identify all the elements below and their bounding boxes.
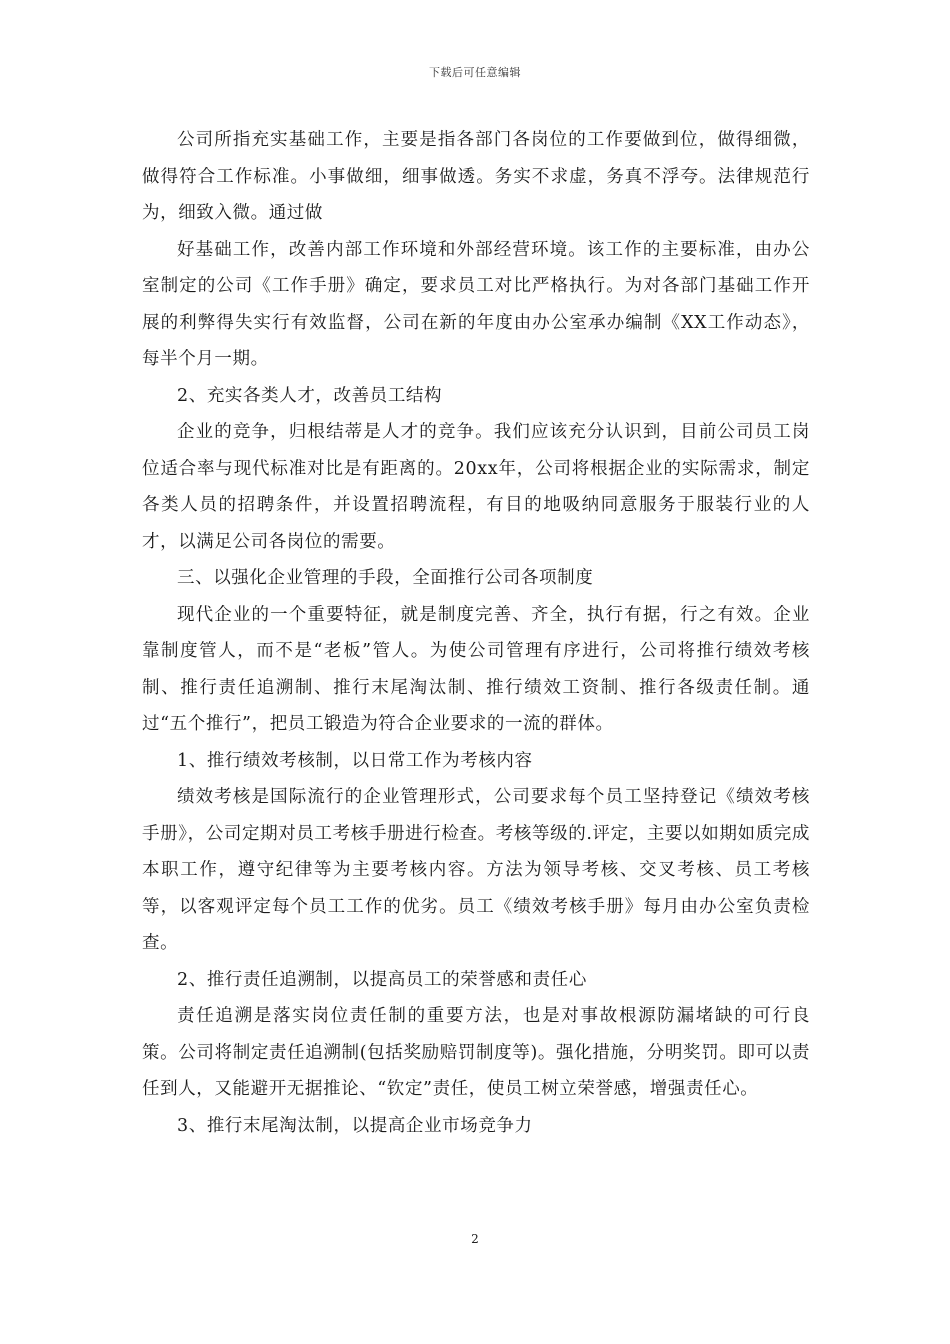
paragraph: 现代企业的一个重要特征，就是制度完善、齐全，执行有据，行之有效。企业靠制度管人，而不是“老板”管人。为使公司管理有序进行，公司将推行绩效考核制、推行责任追溯制、推行末尾淘汰制、推行绩效工资制、推行各级责任制。通过“五个推行”，把员工锻造为符合企业要求的一流的群体。 [142,604,810,734]
section-heading: 2、推行责任追溯制，以提高员工的荣誉感和责任心 [177,969,587,990]
paragraph: 企业的竞争，归根结蒂是人才的竞争。我们应该充分认识到，目前公司员工岗位适合率与现代标准对比是有距离的。20xx年，公司将根据企业的实际需求，制定各类人员的招聘条件，并设置招聘流程，有目的地吸纳同意服务于服装行业的人才，以满足公司各岗位的需要。 [142,422,810,552]
paragraph: 公司所指充实基础工作，主要是指各部门各岗位的工作要做到位，做得细微，做得符合工作标准。小事做细，细事做透。务实不求虚，务真不浮夸。法律规范行为，细致入微。通过做 [142,130,810,223]
section-heading: 三、以强化企业管理的手段，全面推行公司各项制度 [177,568,594,588]
paragraph: 责任追溯是落实岗位责任制的重要方法，也是对事故根源防漏堵缺的可行良策。公司将制定责任追溯制(包括奖励赔罚制度等)。强化措施，分明奖罚。即可以责任到人，又能避开无据推论、“钦定”责任，使员工树立荣誉感，增强责任心。 [142,1006,810,1099]
section-heading: 2、充实各类人才，改善员工结构 [177,385,443,406]
document-body [142,122,810,1144]
page-header: 下载后可任意编辑 [429,66,521,79]
paragraph: 好基础工作，改善内部工作环境和外部经营环境。该工作的主要标准，由办公室制定的公司《工作手册》确定，要求员工对比严格执行。为对各部门基础工作开展的利弊得失实行有效监督，公司在新的年度由办公室承办编制《XX工作动态》，每半个月一期。 [142,239,810,369]
paragraph: 绩效考核是国际流行的企业管理形式，公司要求每个员工坚持登记《绩效考核手册》，公司定期对员工考核手册进行检查。考核等级的.评定，主要以如期如质完成本职工作，遵守纪律等为主要考核内容。方法为领导考核、交叉考核、员工考核等，以客观评定每个员工工作的优劣。员工《绩效考核手册》每月由办公室负责检查。 [142,787,810,953]
section-heading: 1、推行绩效考核制，以日常工作为考核内容 [177,750,533,771]
page-number: 2 [471,1232,479,1246]
section-heading: 3、推行末尾淘汰制，以提高企业市场竞争力 [177,1115,533,1136]
